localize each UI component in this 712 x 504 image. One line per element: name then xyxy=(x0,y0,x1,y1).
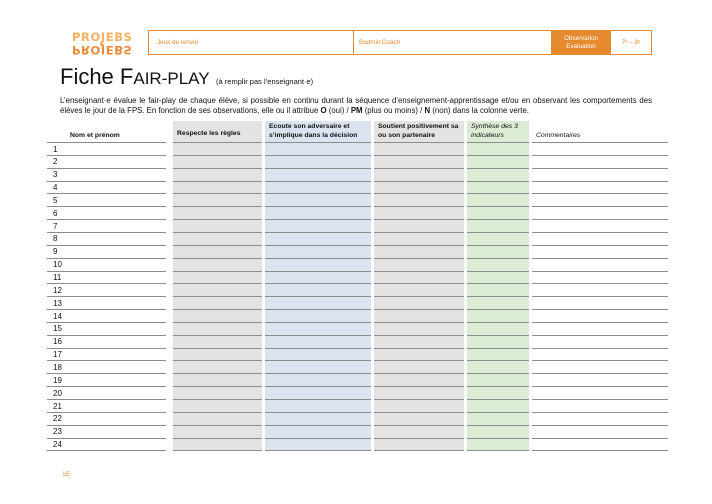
row-separator xyxy=(265,425,371,426)
row-separator xyxy=(47,309,166,310)
row-separator xyxy=(532,206,668,207)
row-separator xyxy=(467,168,529,169)
row-separator xyxy=(467,142,529,143)
row-number: 17 xyxy=(53,350,62,360)
row-separator xyxy=(47,206,166,207)
row-separator xyxy=(265,360,371,361)
row-number: 15 xyxy=(53,324,62,334)
row-separator xyxy=(532,322,668,323)
header-grades: 7ᵉ – 8ᵉ xyxy=(621,39,641,46)
row-separator xyxy=(265,193,371,194)
row-separator xyxy=(374,296,464,297)
row-separator xyxy=(265,399,371,400)
row-separator xyxy=(532,438,668,439)
row-separator xyxy=(47,168,166,169)
title-part2: AIR xyxy=(133,69,162,88)
row-separator xyxy=(173,206,262,207)
intro-text-d: (non) dans la colonne verte. xyxy=(430,106,529,115)
row-separator xyxy=(47,386,166,387)
row-separator xyxy=(265,348,371,349)
row-separator xyxy=(532,348,668,349)
row-separator xyxy=(467,322,529,323)
row-separator xyxy=(173,348,262,349)
row-separator xyxy=(47,193,166,194)
row-separator xyxy=(173,399,262,400)
row-separator xyxy=(374,258,464,259)
row-separator xyxy=(532,360,668,361)
row-number: 5 xyxy=(53,195,58,205)
row-separator xyxy=(173,245,262,246)
page-number: 15 xyxy=(62,471,70,478)
row-separator xyxy=(532,425,668,426)
row-separator xyxy=(265,168,371,169)
intro-text-a: L’enseignant·e évalue le fair-play de chaque élève, si possible en continu durant la séquence d’enseignement-apprentissage et/ou en observant les comportements des élèves le jour de la FPS. En fonction de ses observations, elle ou il attribue xyxy=(60,96,652,115)
row-separator xyxy=(265,373,371,374)
row-separator xyxy=(265,155,371,156)
logo-word-mirrored: PROJEBS xyxy=(72,43,133,57)
row-separator xyxy=(265,386,371,387)
column-header-name: Nom et prénom xyxy=(70,132,120,140)
row-separator xyxy=(532,193,668,194)
column-header-comments: Commentaires xyxy=(536,132,581,140)
row-separator xyxy=(467,245,529,246)
row-separator xyxy=(467,412,529,413)
row-separator xyxy=(265,232,371,233)
row-number: 18 xyxy=(53,362,62,372)
row-separator xyxy=(47,373,166,374)
row-separator xyxy=(467,193,529,194)
row-number: 16 xyxy=(53,337,62,347)
row-separator xyxy=(173,296,262,297)
row-number: 3 xyxy=(53,170,58,180)
row-separator xyxy=(47,155,166,156)
row-separator xyxy=(374,425,464,426)
row-separator xyxy=(47,142,166,143)
row-separator xyxy=(47,399,166,400)
row-separator xyxy=(532,373,668,374)
row-separator xyxy=(374,181,464,182)
column-header-rules: Respecte les règles xyxy=(177,130,241,138)
row-separator xyxy=(467,283,529,284)
row-separator xyxy=(374,155,464,156)
row-separator xyxy=(47,348,166,349)
row-separator xyxy=(173,283,262,284)
row-separator xyxy=(532,142,668,143)
row-separator xyxy=(467,258,529,259)
row-separator xyxy=(532,155,668,156)
row-separator xyxy=(374,412,464,413)
logo-word: PROJEBS xyxy=(72,30,133,44)
row-separator xyxy=(265,271,371,272)
row-separator xyxy=(532,271,668,272)
row-separator xyxy=(374,206,464,207)
row-separator xyxy=(532,181,668,182)
row-separator xyxy=(532,399,668,400)
row-separator xyxy=(47,412,166,413)
row-separator xyxy=(467,450,529,451)
row-separator xyxy=(265,438,371,439)
row-separator xyxy=(47,181,166,182)
row-separator xyxy=(173,271,262,272)
row-separator xyxy=(265,142,371,143)
row-number: 7 xyxy=(53,221,58,231)
row-separator xyxy=(467,399,529,400)
row-separator xyxy=(467,232,529,233)
row-separator xyxy=(374,450,464,451)
row-separator xyxy=(467,360,529,361)
row-separator xyxy=(173,335,262,336)
column-bg-synthesis xyxy=(467,121,529,451)
row-separator xyxy=(173,309,262,310)
row-separator xyxy=(532,283,668,284)
row-number: 21 xyxy=(53,401,62,411)
row-separator xyxy=(532,232,668,233)
row-separator xyxy=(265,206,371,207)
row-separator xyxy=(374,335,464,336)
row-number: 11 xyxy=(53,273,62,282)
row-separator xyxy=(47,283,166,284)
row-separator xyxy=(47,271,166,272)
title-part3: -PLAY xyxy=(161,69,210,88)
row-separator xyxy=(47,232,166,233)
row-number: 4 xyxy=(53,183,58,193)
row-separator xyxy=(47,335,166,336)
row-separator xyxy=(532,335,668,336)
intro-paragraph xyxy=(60,96,652,116)
column-header-support: Soutient positivement sa ou son partenaire xyxy=(378,123,459,139)
row-separator xyxy=(467,348,529,349)
row-separator xyxy=(374,386,464,387)
row-separator xyxy=(173,425,262,426)
row-separator xyxy=(47,360,166,361)
row-separator xyxy=(47,258,166,259)
row-separator xyxy=(173,168,262,169)
row-separator xyxy=(265,322,371,323)
row-separator xyxy=(265,335,371,336)
row-separator xyxy=(173,322,262,323)
row-separator xyxy=(173,142,262,143)
row-separator xyxy=(173,373,262,374)
row-separator xyxy=(173,360,262,361)
row-separator xyxy=(374,283,464,284)
row-separator xyxy=(173,438,262,439)
row-separator xyxy=(47,296,166,297)
column-bg-listen xyxy=(265,121,371,451)
row-separator xyxy=(173,412,262,413)
row-separator xyxy=(265,219,371,220)
header-observation xyxy=(552,31,611,54)
row-separator xyxy=(265,181,371,182)
row-number: 13 xyxy=(53,298,62,308)
row-separator xyxy=(47,219,166,220)
row-separator xyxy=(374,142,464,143)
row-separator xyxy=(374,373,464,374)
row-separator xyxy=(47,450,166,451)
column-header-listen: Ecoute son adversaire et s’implique dans la décision xyxy=(269,123,358,139)
row-number: 14 xyxy=(53,311,62,321)
intro-o: O xyxy=(320,106,327,115)
row-separator xyxy=(173,155,262,156)
row-separator xyxy=(173,450,262,451)
row-number: 10 xyxy=(53,260,62,270)
row-separator xyxy=(173,219,262,220)
row-separator xyxy=(265,412,371,413)
row-separator xyxy=(265,283,371,284)
row-number: 1 xyxy=(53,144,58,154)
intro-text-b: (oui) / xyxy=(326,106,351,115)
column-bg-rules xyxy=(173,121,262,451)
row-separator xyxy=(374,438,464,439)
row-separator xyxy=(532,168,668,169)
row-separator xyxy=(532,309,668,310)
row-separator xyxy=(265,245,371,246)
row-separator xyxy=(265,258,371,259)
title-subtitle: (à remplir pas l’enseignant·e) xyxy=(216,77,314,86)
header-program: Badmin’Coach xyxy=(354,31,552,54)
column-bg-support xyxy=(374,121,464,451)
header-bar xyxy=(148,30,652,55)
row-number: 2 xyxy=(53,157,58,167)
logo-text-top xyxy=(72,32,132,43)
row-number: 20 xyxy=(53,388,62,398)
row-separator xyxy=(467,438,529,439)
row-separator xyxy=(532,258,668,259)
row-separator xyxy=(173,193,262,194)
row-number: 9 xyxy=(53,247,58,257)
column-header-synthesis: Synthèse des 3 indicateurs xyxy=(471,123,518,139)
page-title xyxy=(60,64,313,90)
row-separator xyxy=(374,232,464,233)
row-separator xyxy=(173,386,262,387)
row-number: 22 xyxy=(53,414,62,424)
row-separator xyxy=(173,181,262,182)
row-separator xyxy=(467,386,529,387)
row-separator xyxy=(467,309,529,310)
row-separator xyxy=(265,309,371,310)
row-separator xyxy=(532,412,668,413)
row-separator xyxy=(532,245,668,246)
logo-text-mirrored xyxy=(72,44,132,55)
row-separator xyxy=(265,450,371,451)
row-separator xyxy=(47,438,166,439)
intro-text-c: (plus ou moins) / xyxy=(362,106,425,115)
row-separator xyxy=(532,219,668,220)
row-separator xyxy=(467,181,529,182)
row-separator xyxy=(374,193,464,194)
row-separator xyxy=(532,296,668,297)
row-separator xyxy=(532,450,668,451)
row-separator xyxy=(467,206,529,207)
row-separator xyxy=(47,425,166,426)
row-number: 24 xyxy=(53,440,62,450)
row-separator xyxy=(374,360,464,361)
row-separator xyxy=(374,399,464,400)
row-separator xyxy=(467,296,529,297)
row-separator xyxy=(467,425,529,426)
row-number: 19 xyxy=(53,375,62,385)
header-activity: Jeux de renvoi xyxy=(149,31,354,54)
row-separator xyxy=(374,271,464,272)
row-separator xyxy=(173,232,262,233)
row-number: 6 xyxy=(53,208,58,218)
row-separator xyxy=(265,296,371,297)
title-main xyxy=(60,64,210,89)
title-part1: Fiche F xyxy=(60,64,134,89)
row-number: 23 xyxy=(53,427,62,437)
row-number: 8 xyxy=(53,234,58,244)
projebs-logo xyxy=(72,32,142,56)
row-separator xyxy=(532,386,668,387)
row-number: 12 xyxy=(53,285,62,295)
row-separator xyxy=(467,373,529,374)
row-separator xyxy=(467,155,529,156)
row-separator xyxy=(374,348,464,349)
row-separator xyxy=(374,309,464,310)
row-separator xyxy=(374,219,464,220)
intro-n: N xyxy=(424,106,431,115)
row-separator xyxy=(467,335,529,336)
row-separator xyxy=(173,258,262,259)
row-separator xyxy=(374,322,464,323)
row-separator xyxy=(47,322,166,323)
header-observation-line2: Evaluation xyxy=(566,42,596,50)
row-separator xyxy=(467,271,529,272)
row-separator xyxy=(374,245,464,246)
row-separator xyxy=(467,219,529,220)
header-observation-line1: Observation xyxy=(564,34,598,42)
intro-pm: PM xyxy=(350,106,363,115)
row-separator xyxy=(47,245,166,246)
row-separator xyxy=(374,168,464,169)
